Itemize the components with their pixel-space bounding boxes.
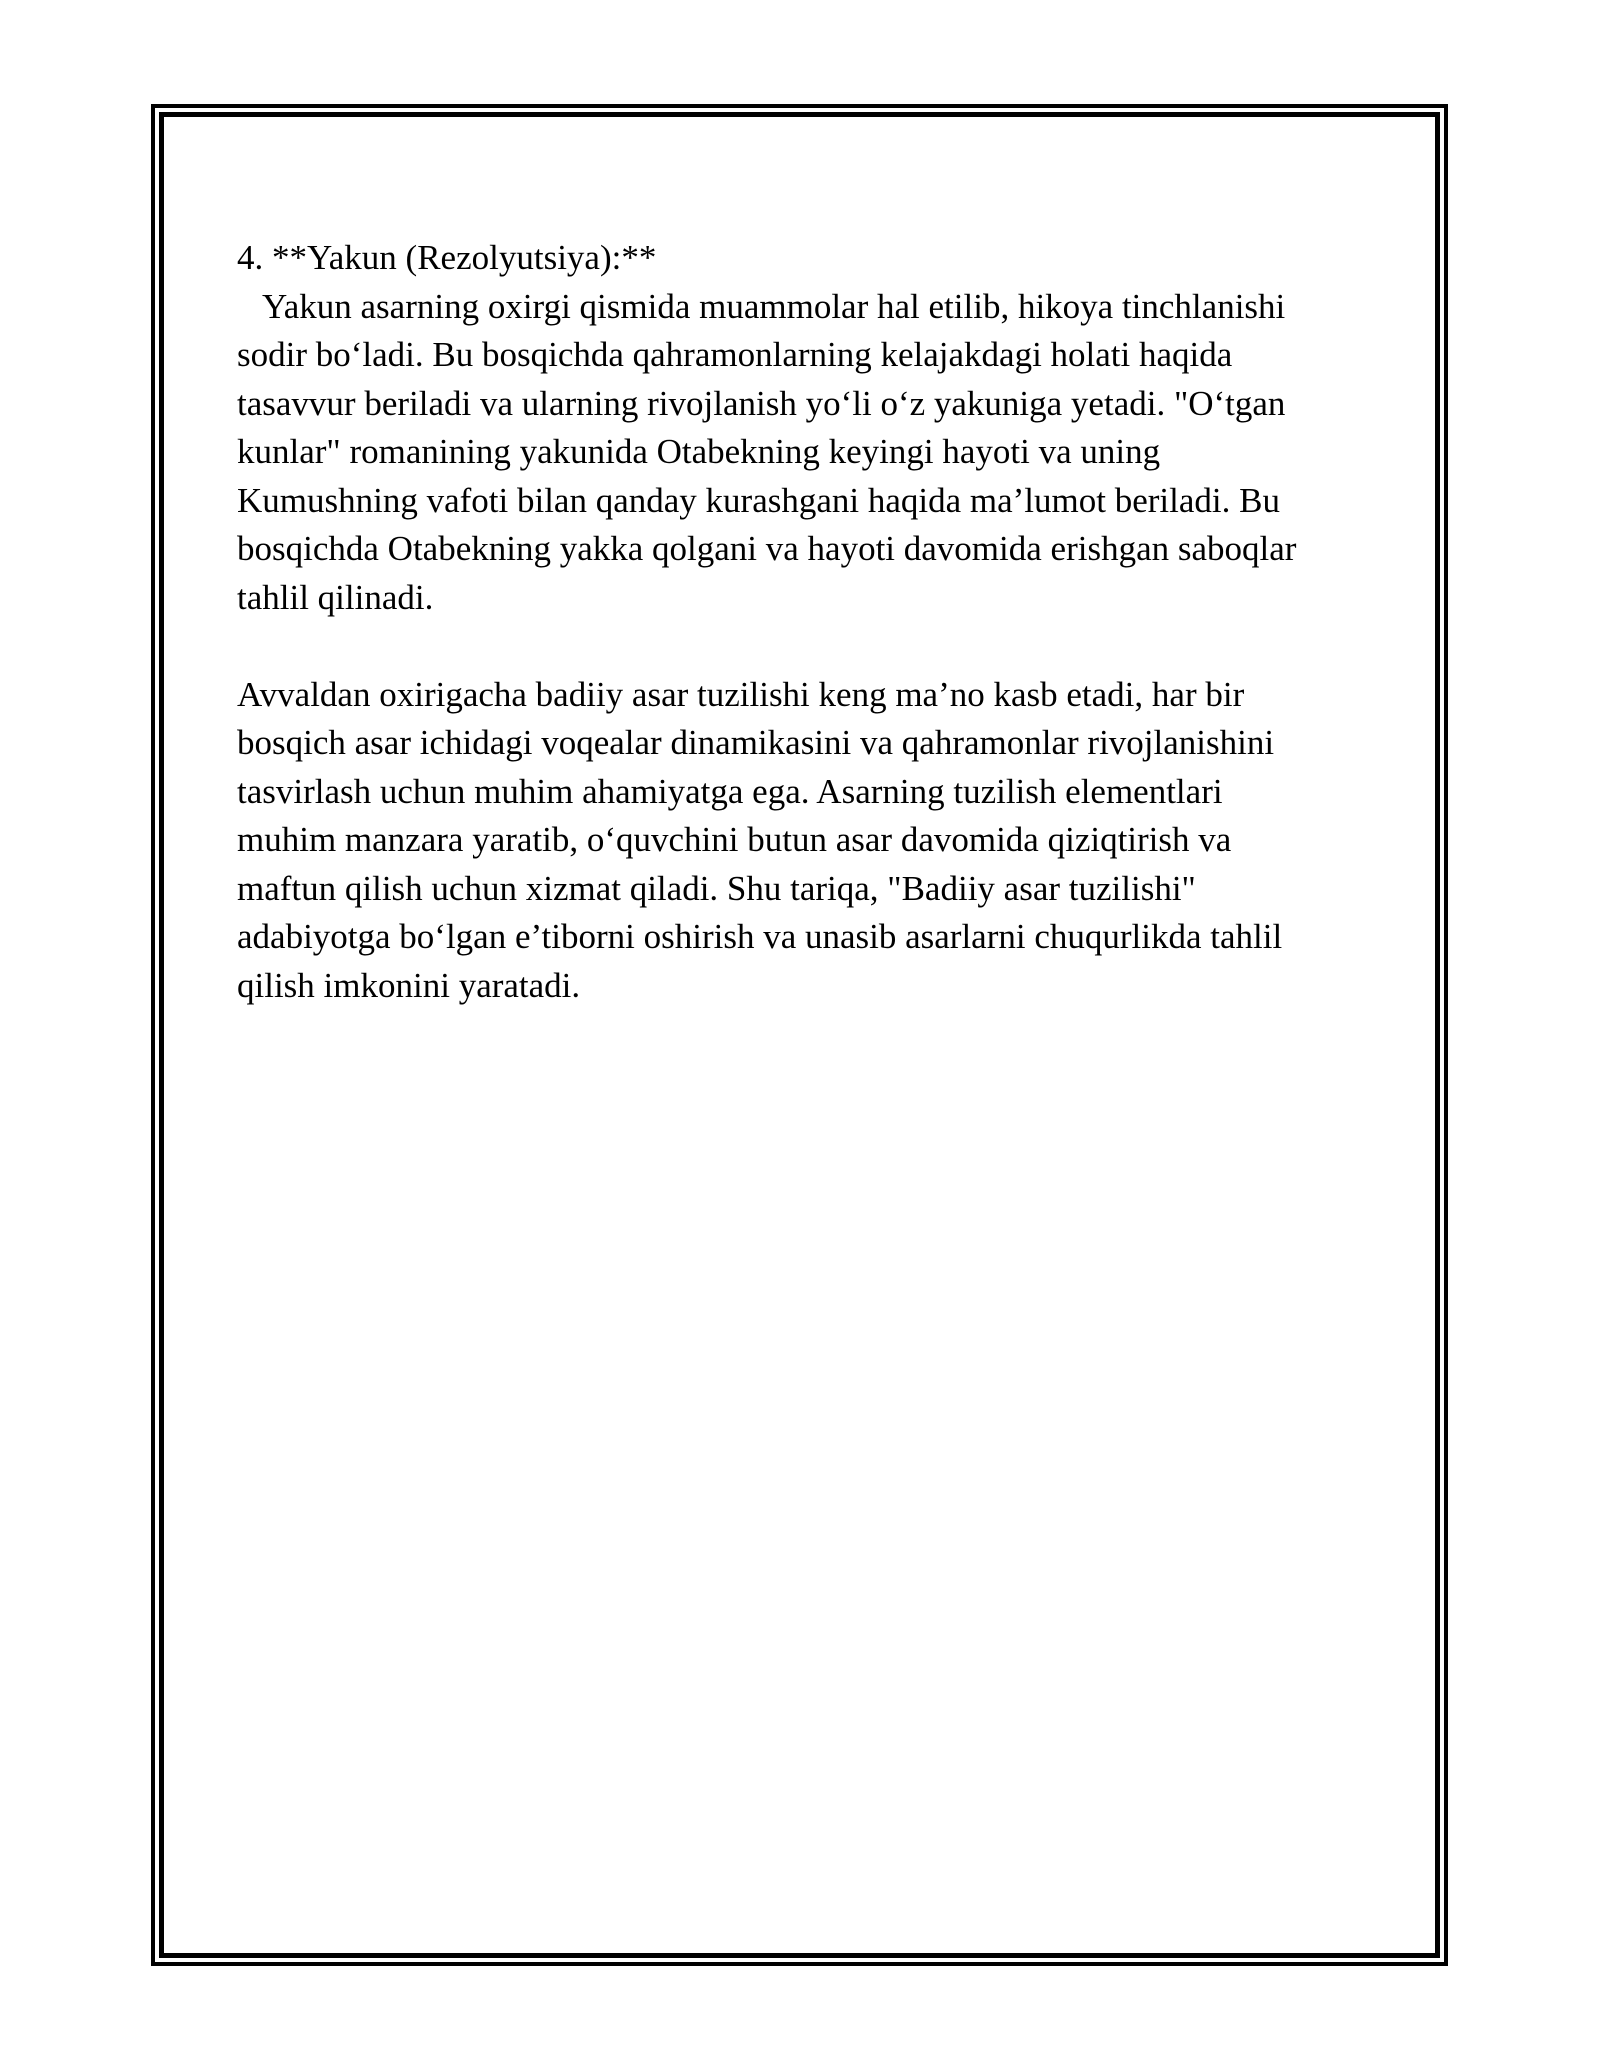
paragraph-line: bosqichda Otabekning yakka qolgani va hayoti davomida erishgan saboqlar — [237, 529, 1297, 568]
section-heading: 4. **Yakun (Rezolyutsiya):** — [237, 238, 657, 277]
paragraph-line: maftun qilish uchun xizmat qiladi. Shu tariqa, "Badiiy asar tuzilishi" — [237, 868, 1196, 908]
paragraph-line: bosqich asar ichidagi voqealar dinamikasini va qahramonlar rivojlanishini — [237, 723, 1275, 762]
paragraph-conclusion — [237, 671, 1367, 1011]
paragraph-line: tasavvur beriladi va ularning rivojlanish yo‘li o‘z yakuniga yetadi. "O‘tgan — [237, 383, 1286, 423]
paragraph-line: muhim manzara yaratib, o‘quvchini butun asar davomida qiziqtirish va — [237, 820, 1232, 859]
paragraph-line: sodir bo‘ladi. Bu bosqichda qahramonlarning kelajakdagi holati haqida — [237, 335, 1233, 374]
paragraph-line: Yakun asarning oxirgi qismida muammolar hal etilib, hikoya tinchlanishi — [237, 286, 1286, 326]
document-body — [237, 234, 1367, 1010]
paragraph-line: Kumushning vafoti bilan qanday kurashgani haqida ma’lumot beriladi. Bu — [237, 480, 1280, 520]
paragraph-line: kunlar" romanining yakunida Otabekning keyingi hayoti va uning — [237, 432, 1161, 471]
paragraph-line: tasvirlash uchun muhim ahamiyatga ega. Asarning tuzilish elementlari — [237, 771, 1223, 811]
paragraph-line: adabiyotga bo‘lgan e’tiborni oshirish va unasib asarlarni chuqurlikda tahlil — [237, 917, 1283, 956]
paragraph-line: Avvaldan oxirigacha badiiy asar tuzilishi keng ma’no kasb etadi, har bir — [237, 674, 1245, 714]
paragraph-spacer — [237, 622, 1367, 671]
paragraph-resolution — [237, 283, 1367, 623]
paragraph-line: tahlil qilinadi. — [237, 577, 434, 617]
paragraph-line: qilish imkonini yaratadi. — [237, 965, 581, 1005]
